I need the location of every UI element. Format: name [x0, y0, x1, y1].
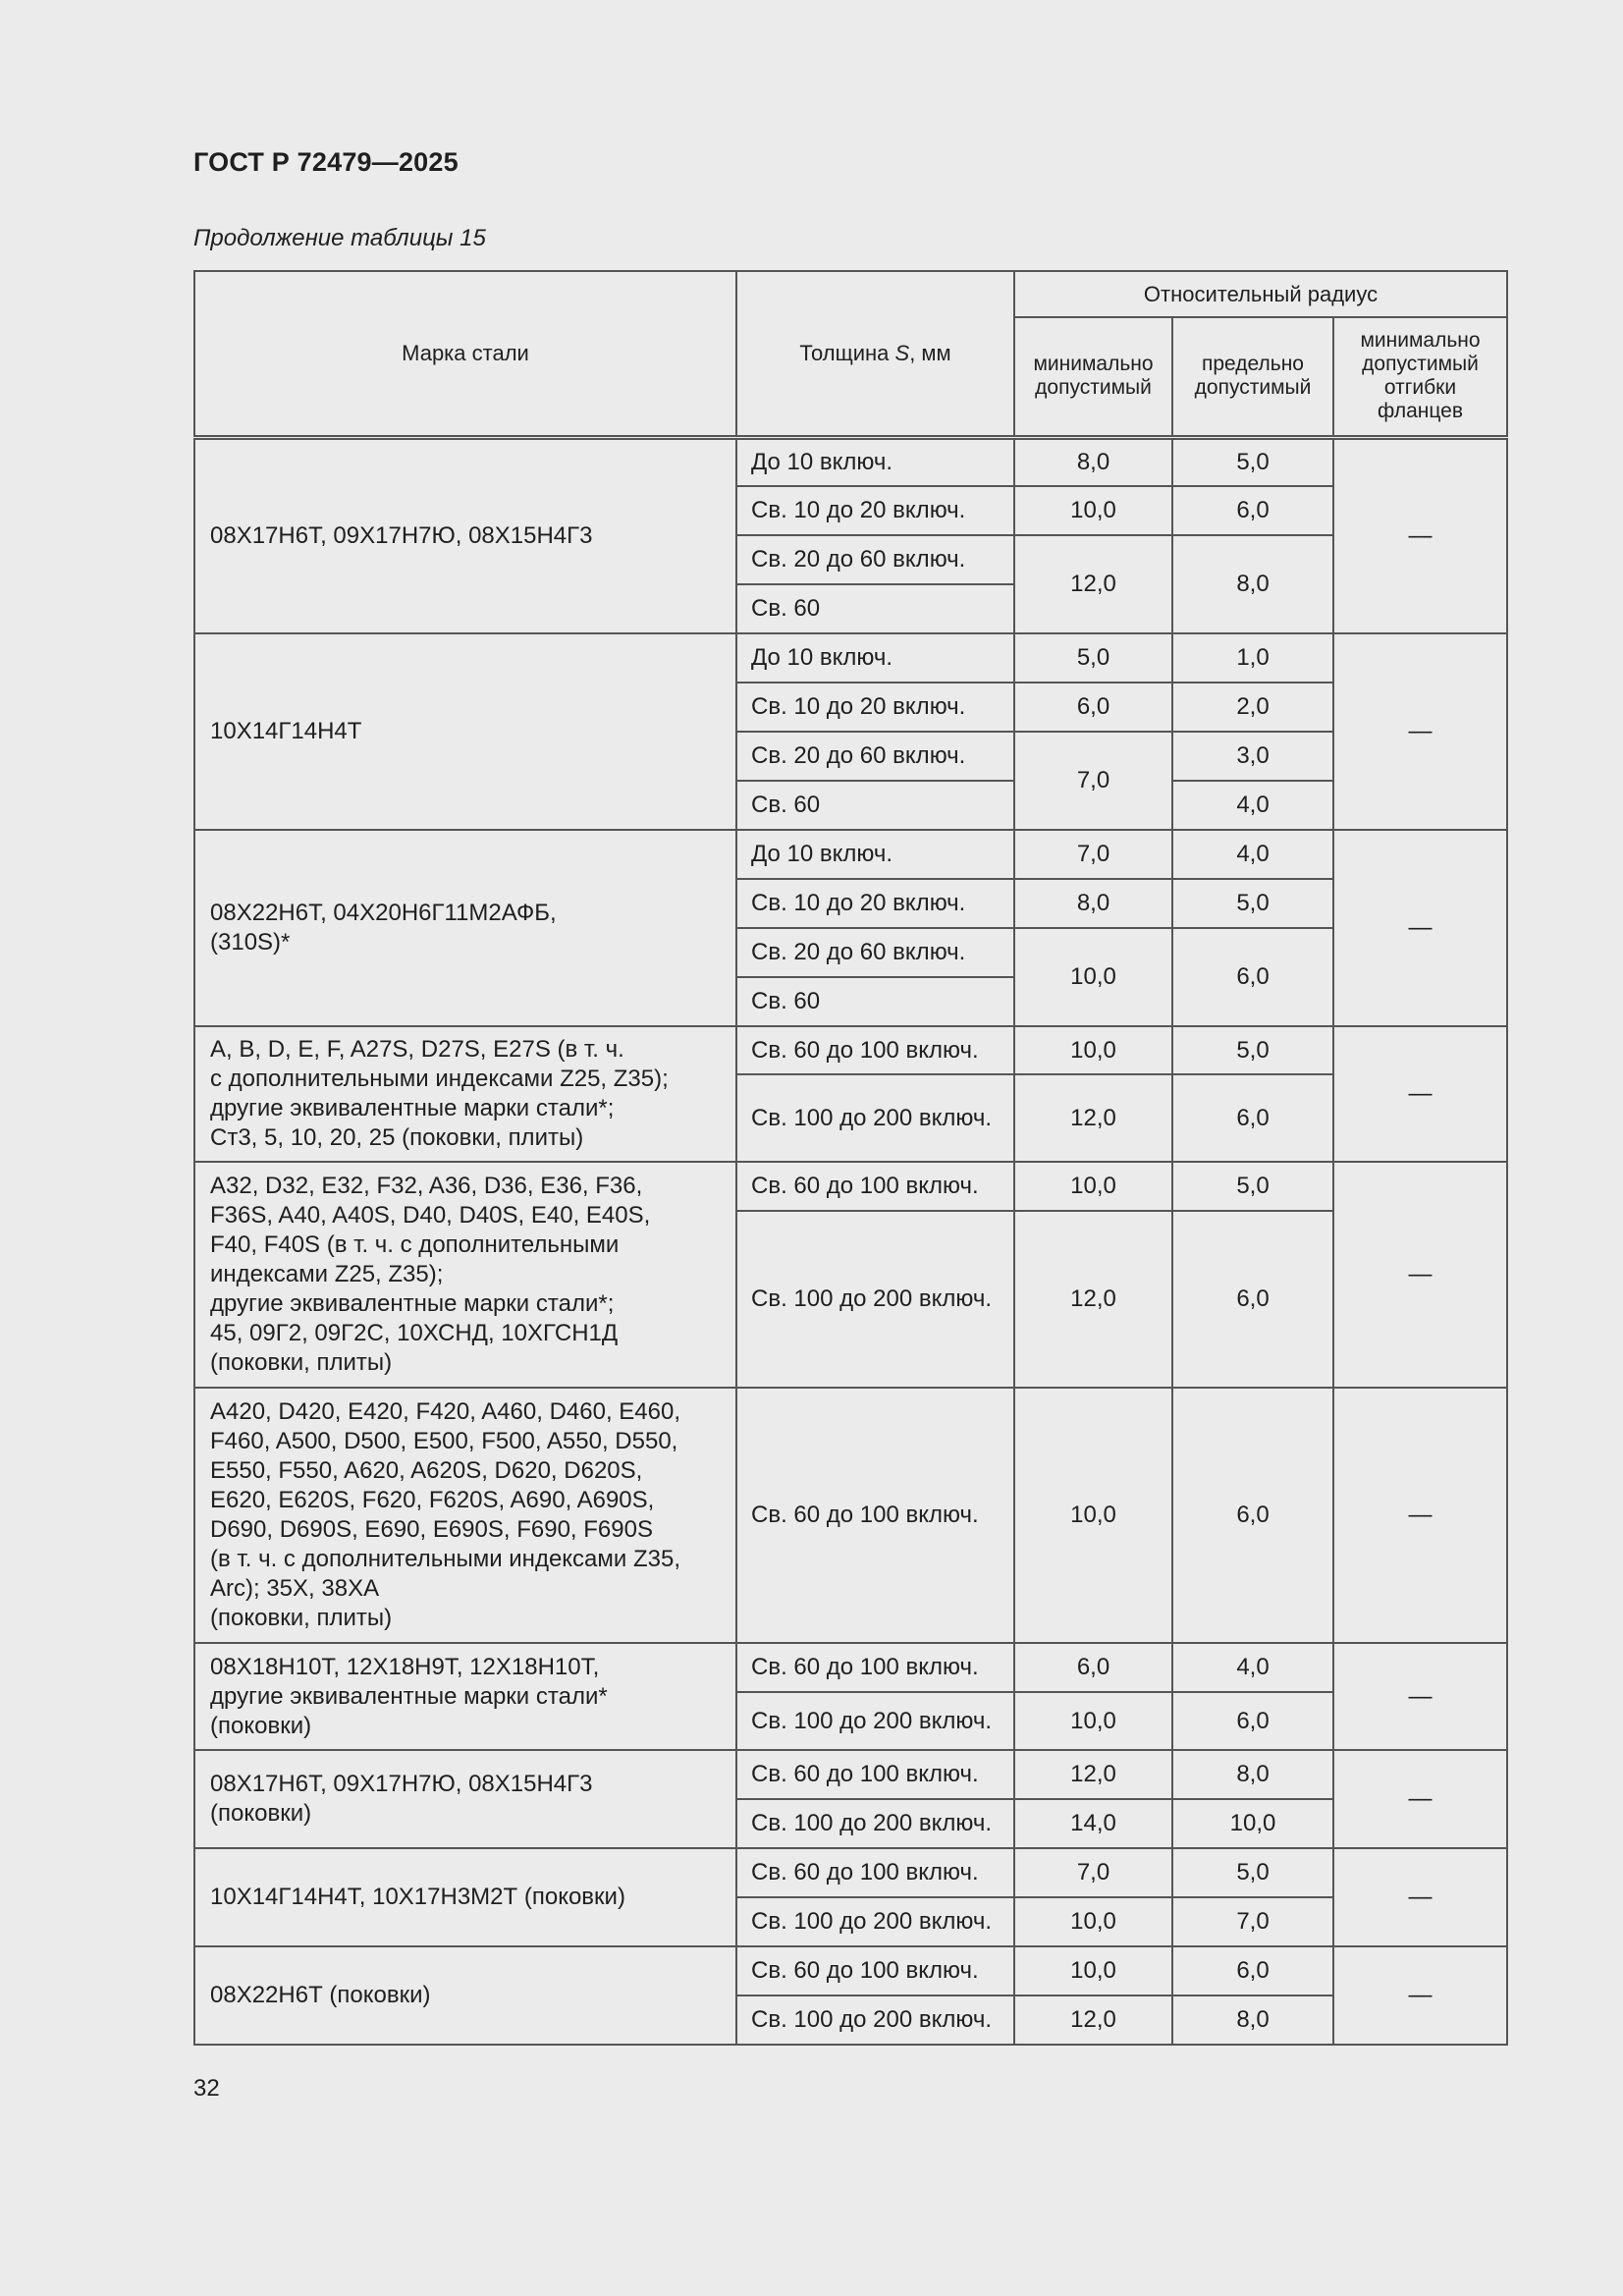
- limit-radius-cell: 6,0: [1172, 1946, 1333, 1995]
- limit-radius-cell: 5,0: [1172, 1162, 1333, 1211]
- limit-radius-cell: 5,0: [1172, 437, 1333, 486]
- grade-cell: A32, D32, E32, F32, A36, D36, E36, F36, F36S, A40, A40S, D40, D40S, E40, E40S, F40, F40S (в т. ч. с дополнительными индексами Z25, Z35); другие эквивалентные марки стали*; 45, 09Г2, 09Г2С, 10ХСНД, 10ХГСН1Д (поковки, плиты): [194, 1162, 736, 1388]
- limit-radius-cell: 6,0: [1172, 1074, 1333, 1162]
- thickness-cell: Св. 60 до 100 включ.: [736, 1388, 1014, 1643]
- thickness-cell: Св. 10 до 20 включ.: [736, 486, 1014, 535]
- min-radius-cell: 10,0: [1014, 928, 1172, 1026]
- grade-cell: 08Х18Н10Т, 12Х18Н9Т, 12Х18Н10Т, другие эквивалентные марки стали* (поковки): [194, 1643, 736, 1750]
- limit-radius-cell: 8,0: [1172, 535, 1333, 633]
- min-radius-cell: 8,0: [1014, 879, 1172, 928]
- thickness-cell: До 10 включ.: [736, 437, 1014, 486]
- min-radius-cell: 7,0: [1014, 732, 1172, 830]
- thickness-cell: Св. 60 до 100 включ.: [736, 1643, 1014, 1692]
- limit-radius-cell: 6,0: [1172, 1211, 1333, 1388]
- header-grade: Марка стали: [194, 271, 736, 437]
- thickness-cell: Св. 60: [736, 781, 1014, 830]
- min-radius-cell: 6,0: [1014, 1643, 1172, 1692]
- grade-cell: 10Х14Г14Н4Т: [194, 633, 736, 830]
- min-radius-cell: 10,0: [1014, 486, 1172, 535]
- limit-radius-cell: 8,0: [1172, 1750, 1333, 1799]
- min-radius-cell: 10,0: [1014, 1026, 1172, 1074]
- limit-radius-cell: 1,0: [1172, 633, 1333, 683]
- limit-radius-cell: 4,0: [1172, 1643, 1333, 1692]
- thickness-cell: Св. 100 до 200 включ.: [736, 1799, 1014, 1848]
- limit-radius-cell: 3,0: [1172, 732, 1333, 781]
- steel-radius-table: [193, 270, 1508, 2046]
- min-radius-cell: 12,0: [1014, 1211, 1172, 1388]
- grade-cell: 08Х17Н6Т, 09Х17Н7Ю, 08Х15Н4Г3: [194, 437, 736, 633]
- min-radius-cell: 12,0: [1014, 1074, 1172, 1162]
- flange-radius-cell: —: [1333, 1162, 1507, 1388]
- flange-radius-cell: —: [1333, 1026, 1507, 1162]
- header-relative-radius: Относительный радиус: [1014, 271, 1507, 317]
- grade-cell: 08Х22Н6Т, 04Х20Н6Г11М2АФБ, (310S)*: [194, 830, 736, 1026]
- grade-cell: 08Х22Н6Т (поковки): [194, 1946, 736, 2045]
- min-radius-cell: 7,0: [1014, 830, 1172, 879]
- min-radius-cell: 8,0: [1014, 437, 1172, 486]
- limit-radius-cell: 5,0: [1172, 1848, 1333, 1897]
- thickness-cell: Св. 100 до 200 включ.: [736, 1211, 1014, 1388]
- flange-radius-cell: —: [1333, 1946, 1507, 2045]
- header-thickness-symbol: S: [894, 340, 910, 365]
- min-radius-cell: 10,0: [1014, 1388, 1172, 1643]
- document-title: ГОСТ Р 72479—2025: [193, 147, 459, 177]
- limit-radius-cell: 6,0: [1172, 1388, 1333, 1643]
- thickness-cell: Св. 10 до 20 включ.: [736, 879, 1014, 928]
- min-radius-cell: 10,0: [1014, 1946, 1172, 1995]
- header-thickness: [736, 271, 1014, 437]
- thickness-cell: Св. 60 до 100 включ.: [736, 1750, 1014, 1799]
- thickness-cell: Св. 60 до 100 включ.: [736, 1946, 1014, 1995]
- flange-radius-cell: —: [1333, 633, 1507, 830]
- thickness-cell: Св. 100 до 200 включ.: [736, 1995, 1014, 2045]
- flange-radius-cell: —: [1333, 1750, 1507, 1848]
- min-radius-cell: 14,0: [1014, 1799, 1172, 1848]
- thickness-cell: До 10 включ.: [736, 633, 1014, 683]
- limit-radius-cell: 5,0: [1172, 879, 1333, 928]
- thickness-cell: Св. 60 до 100 включ.: [736, 1162, 1014, 1211]
- thickness-cell: Св. 10 до 20 включ.: [736, 683, 1014, 732]
- flange-radius-cell: —: [1333, 1388, 1507, 1643]
- header-thickness-suffix: , мм: [909, 340, 951, 365]
- min-radius-cell: 5,0: [1014, 633, 1172, 683]
- limit-radius-cell: 8,0: [1172, 1995, 1333, 2045]
- grade-cell: A420, D420, E420, F420, A460, D460, E460, F460, A500, D500, E500, F500, A550, D550, E550, F550, A620, A620S, D620, D620S, E620, E620S, F620, F620S, A690, A690S, D690, D690S, E690, E690S, F690, F690S (в т. ч. с дополнительными индексами Z35, Arc); 35Х, 38ХА (поковки, плиты): [194, 1388, 736, 1643]
- table-caption: Продолжение таблицы 15: [193, 225, 486, 251]
- min-radius-cell: 10,0: [1014, 1897, 1172, 1946]
- limit-radius-cell: 6,0: [1172, 486, 1333, 535]
- limit-radius-cell: 4,0: [1172, 781, 1333, 830]
- header-min-allowed: минимально допустимый: [1014, 317, 1172, 437]
- grade-cell: A, B, D, E, F, A27S, D27S, E27S (в т. ч. с дополнительными индексами Z25, Z35); другие эквивалентные марки стали*; Ст3, 5, 10, 20, 25 (поковки, плиты): [194, 1026, 736, 1162]
- thickness-cell: Св. 60: [736, 977, 1014, 1026]
- limit-radius-cell: 6,0: [1172, 1692, 1333, 1750]
- table-header: [194, 271, 1507, 437]
- table-body: [194, 437, 1507, 2045]
- grade-cell: 08Х17Н6Т, 09Х17Н7Ю, 08Х15Н4Г3 (поковки): [194, 1750, 736, 1848]
- flange-radius-cell: —: [1333, 437, 1507, 633]
- limit-radius-cell: 5,0: [1172, 1026, 1333, 1074]
- limit-radius-cell: 4,0: [1172, 830, 1333, 879]
- limit-radius-cell: 6,0: [1172, 928, 1333, 1026]
- thickness-cell: Св. 100 до 200 включ.: [736, 1074, 1014, 1162]
- page-number: 32: [193, 2075, 220, 2102]
- thickness-cell: Св. 60 до 100 включ.: [736, 1848, 1014, 1897]
- min-radius-cell: 10,0: [1014, 1162, 1172, 1211]
- limit-radius-cell: 10,0: [1172, 1799, 1333, 1848]
- limit-radius-cell: 2,0: [1172, 683, 1333, 732]
- flange-radius-cell: —: [1333, 1643, 1507, 1750]
- flange-radius-cell: —: [1333, 1848, 1507, 1946]
- header-min-flange: минимально допустимый отгибки фланцев: [1333, 317, 1507, 437]
- min-radius-cell: 12,0: [1014, 1995, 1172, 2045]
- header-limit-allowed: предельно допустимый: [1172, 317, 1333, 437]
- grade-cell: 10Х14Г14Н4Т, 10Х17Н3М2Т (поковки): [194, 1848, 736, 1946]
- thickness-cell: Св. 20 до 60 включ.: [736, 928, 1014, 977]
- limit-radius-cell: 7,0: [1172, 1897, 1333, 1946]
- min-radius-cell: 7,0: [1014, 1848, 1172, 1897]
- thickness-cell: Св. 100 до 200 включ.: [736, 1897, 1014, 1946]
- header-thickness-prefix: Толщина: [799, 340, 895, 365]
- thickness-cell: Св. 100 до 200 включ.: [736, 1692, 1014, 1750]
- min-radius-cell: 10,0: [1014, 1692, 1172, 1750]
- min-radius-cell: 12,0: [1014, 535, 1172, 633]
- flange-radius-cell: —: [1333, 830, 1507, 1026]
- thickness-cell: Св. 60: [736, 584, 1014, 633]
- thickness-cell: Св. 20 до 60 включ.: [736, 535, 1014, 584]
- min-radius-cell: 6,0: [1014, 683, 1172, 732]
- thickness-cell: Св. 20 до 60 включ.: [736, 732, 1014, 781]
- thickness-cell: Св. 60 до 100 включ.: [736, 1026, 1014, 1074]
- thickness-cell: До 10 включ.: [736, 830, 1014, 879]
- min-radius-cell: 12,0: [1014, 1750, 1172, 1799]
